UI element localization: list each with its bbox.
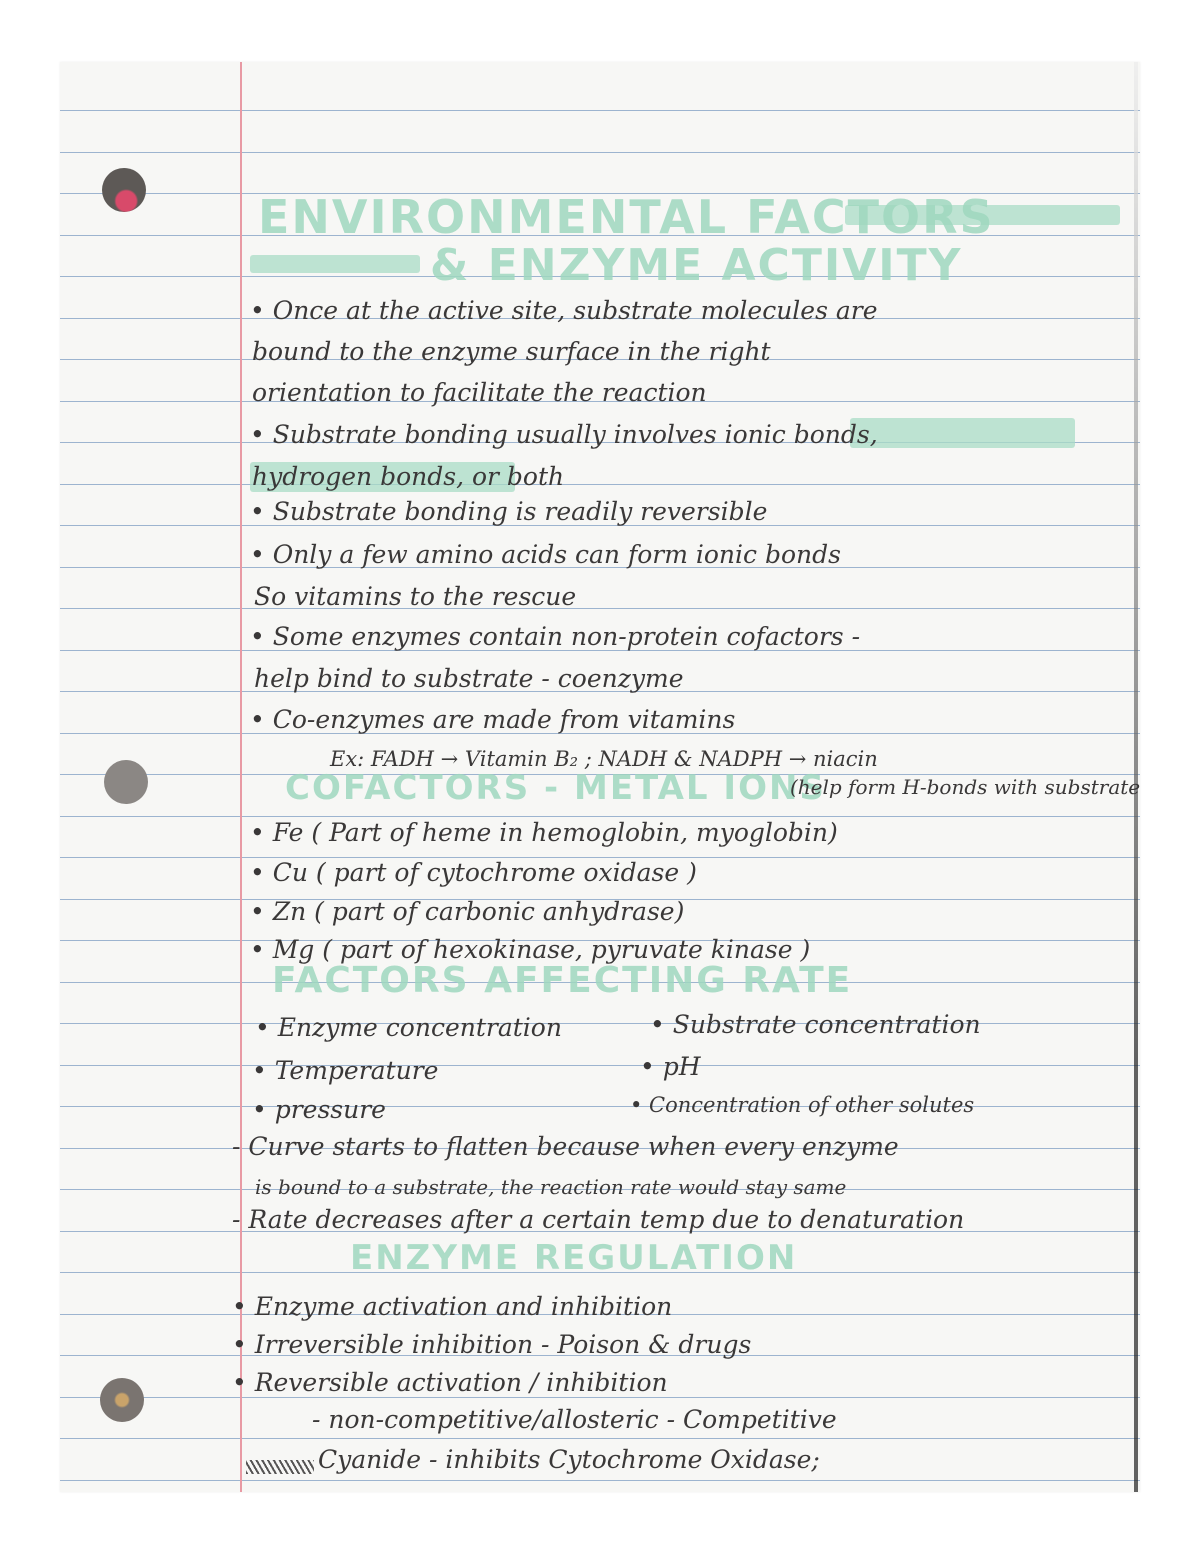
rate-factor-left: • Enzyme concentration <box>255 1013 562 1042</box>
regulation-note: • Irreversible inhibition - Poison & drugs <box>232 1330 752 1359</box>
heading-enzyme-regulation: ENZYME REGULATION <box>350 1238 798 1278</box>
note-line: So vitamins to the rescue <box>254 582 577 611</box>
note-line: orientation to facilitate the reaction <box>252 378 707 407</box>
metal-ion-item: • Mg ( part of hexokinase, pyruvate kinase ) <box>250 935 811 964</box>
regulation-note: - non-competitive/allosteric - Competitive <box>312 1405 837 1434</box>
heading-enzyme-activity: & ENZYME ACTIVITY <box>430 240 963 291</box>
rate-factor-right: • Concentration of other solutes <box>630 1093 975 1117</box>
scribble-mark <box>246 1460 314 1474</box>
note-line: • Some enzymes contain non-protein cofactors - <box>250 622 861 651</box>
note-line: bound to the enzyme surface in the right <box>252 337 771 366</box>
regulation-note: Cyanide - inhibits Cytochrome Oxidase; <box>318 1445 820 1474</box>
rule-line <box>60 608 1140 609</box>
note-line: • Substrate bonding usually involves ionic bonds, <box>250 420 878 449</box>
rule-line <box>60 484 1140 485</box>
heading-factors-affecting-rate: FACTORS AFFECTING RATE <box>272 960 853 1001</box>
binder-hole-middle <box>104 760 148 804</box>
rate-note: - Rate decreases after a certain temp due to denaturation <box>232 1205 965 1234</box>
rule-line <box>60 110 1140 111</box>
note-line: • Once at the active site, substrate molecules are <box>250 296 878 325</box>
rate-note: - Curve starts to flatten because when every enzyme <box>232 1132 899 1161</box>
metal-ion-item: • Fe ( Part of heme in hemoglobin, myoglobin) <box>250 818 838 847</box>
cofactor-note: (help form H-bonds with substrate <box>790 775 1141 799</box>
heading-highlight-2 <box>250 255 420 273</box>
rate-note: is bound to a substrate, the reaction rate would stay same <box>255 1175 847 1199</box>
heading-cofactors: COFACTORS - METAL IONS <box>285 768 826 808</box>
note-line-example: Ex: FADH → Vitamin B₂ ; NADH & NADPH → niacin <box>330 747 878 771</box>
binder-hole-top <box>102 168 146 212</box>
rate-factor-left: • Temperature <box>252 1056 439 1085</box>
regulation-note: • Enzyme activation and inhibition <box>232 1292 673 1321</box>
regulation-note: • Reversible activation / inhibition <box>232 1368 668 1397</box>
note-line: help bind to substrate - coenzyme <box>254 664 684 693</box>
margin-line <box>240 62 242 1492</box>
rate-factor-right: • pH <box>640 1052 701 1081</box>
note-line: • Only a few amino acids can form ionic bonds <box>250 540 841 569</box>
rate-factor-left: • pressure <box>252 1095 386 1124</box>
rule-line <box>60 1065 1140 1066</box>
heading-environmental-factors: ENVIRONMENTAL FACTORS <box>258 190 995 244</box>
note-line: • Co-enzymes are made from vitamins <box>250 705 736 734</box>
ionic-bonds-highlight <box>850 418 1075 448</box>
rule-line <box>60 816 1140 817</box>
binder-hole-bottom <box>100 1378 144 1422</box>
rule-line <box>60 1106 1140 1107</box>
rule-line <box>60 1438 1140 1439</box>
rate-factor-right: • Substrate concentration <box>650 1010 981 1039</box>
metal-ion-item: • Cu ( part of cytochrome oxidase ) <box>250 858 697 887</box>
note-line: • Substrate bonding is readily reversible <box>250 497 768 526</box>
rule-line <box>60 1480 1140 1481</box>
rule-line <box>60 152 1140 153</box>
metal-ion-item: • Zn ( part of carbonic anhydrase) <box>250 897 685 926</box>
note-line: hydrogen bonds, or both <box>252 462 565 491</box>
